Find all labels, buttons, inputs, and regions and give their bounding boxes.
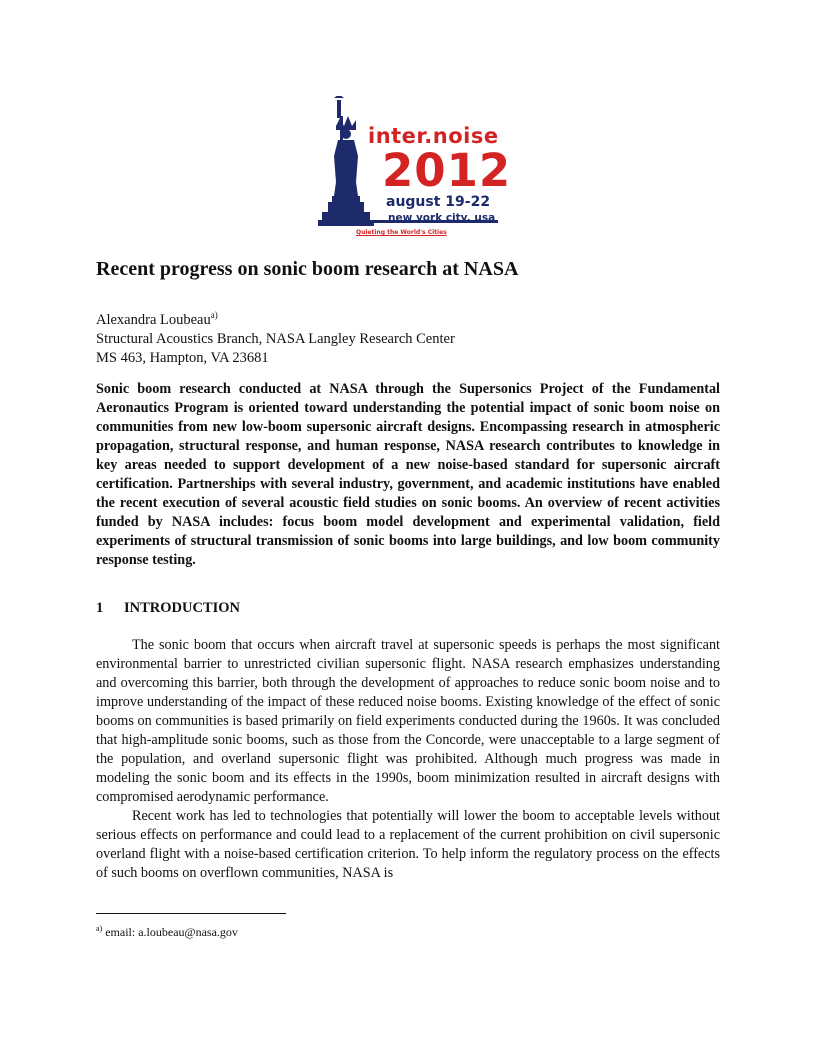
author-name: Alexandra Loubeau (96, 311, 211, 328)
paragraph: Recent work has led to technologies that potentially will lower the boom to acceptable levels without serious effects on performance and could lead to a replacement of the current prohibition on civil supersonic overland flight with a noise-based certification criterion. To help inform the regulatory process on the effects of such booms on overflown communities, NASA is (96, 808, 720, 881)
logo-brand: inter.noise (368, 124, 499, 148)
author-name-line (96, 306, 455, 330)
logo-year: 2012 (382, 144, 512, 197)
logo-tagline: Quieting the World's Cities (356, 229, 447, 236)
section-number: 1 (96, 600, 104, 616)
affiliation-line-2: MS 463, Hampton, VA 23681 (96, 349, 269, 366)
logo-dates: august 19-22 (386, 194, 491, 210)
footnote-divider (96, 913, 286, 914)
affiliation-line-1: Structural Acoustics Branch, NASA Langley Research Center (96, 330, 455, 347)
logo-city: new york city, usa (388, 212, 496, 224)
paragraph: The sonic boom that occurs when aircraft travel at supersonic speeds is perhaps the most significant environmental barrier to unrestricted civilian supersonic flight. NASA research emphasizes understanding and overcoming this barrier, both through the development of approaches to reduce sonic boom noise and to improve understanding of the impact of these reduced noise booms. Existing knowledge of the effect of sonic booms on communities is based primarily on field experiments conducted during the 1960s. It was concluded that high-amplitude sonic booms, such as those from the Concorde, were unacceptable to a large segment of the population, and overland supersonic flight was prohibited. Although much progress was made in modeling the sonic boom and its effects in the 1990s, boom minimization resulted in aircraft designs with compromised aerodynamic performance. (96, 637, 720, 805)
abstract: Sonic boom research conducted at NASA through the Supersonics Project of the Fundamental Aeronautics Program is oriented toward understanding the potential impact of sonic boom noise on communities from new low-boom supersonic aircraft designs. Encompassing research in atmospheric propagation, structural response, and human response, NASA research contributes to knowledge in key areas needed to support development of a new noise-based standard for supersonic aircraft certification. Partnerships with several industry, government, and academic institutions have enabled the recent execution of several acoustic field studies on sonic booms. An overview of recent activities funded by NASA includes: focus boom model development and experimental validation, field experiments of structural transmission of sonic booms into large buildings, and low boom community response testing. (96, 381, 720, 568)
section-title: INTRODUCTION (124, 600, 241, 616)
paper-title: Recent progress on sonic boom research at NASA (96, 258, 519, 280)
footnote-text: email: a.loubeau@nasa.gov (102, 925, 238, 939)
section-heading (96, 600, 240, 617)
conference-logo (318, 96, 512, 241)
body-text (96, 636, 720, 883)
author-footnote-marker: a) (210, 310, 218, 320)
author-block (96, 306, 455, 368)
footnote-marker: a) (96, 924, 103, 933)
footnote (96, 924, 238, 940)
